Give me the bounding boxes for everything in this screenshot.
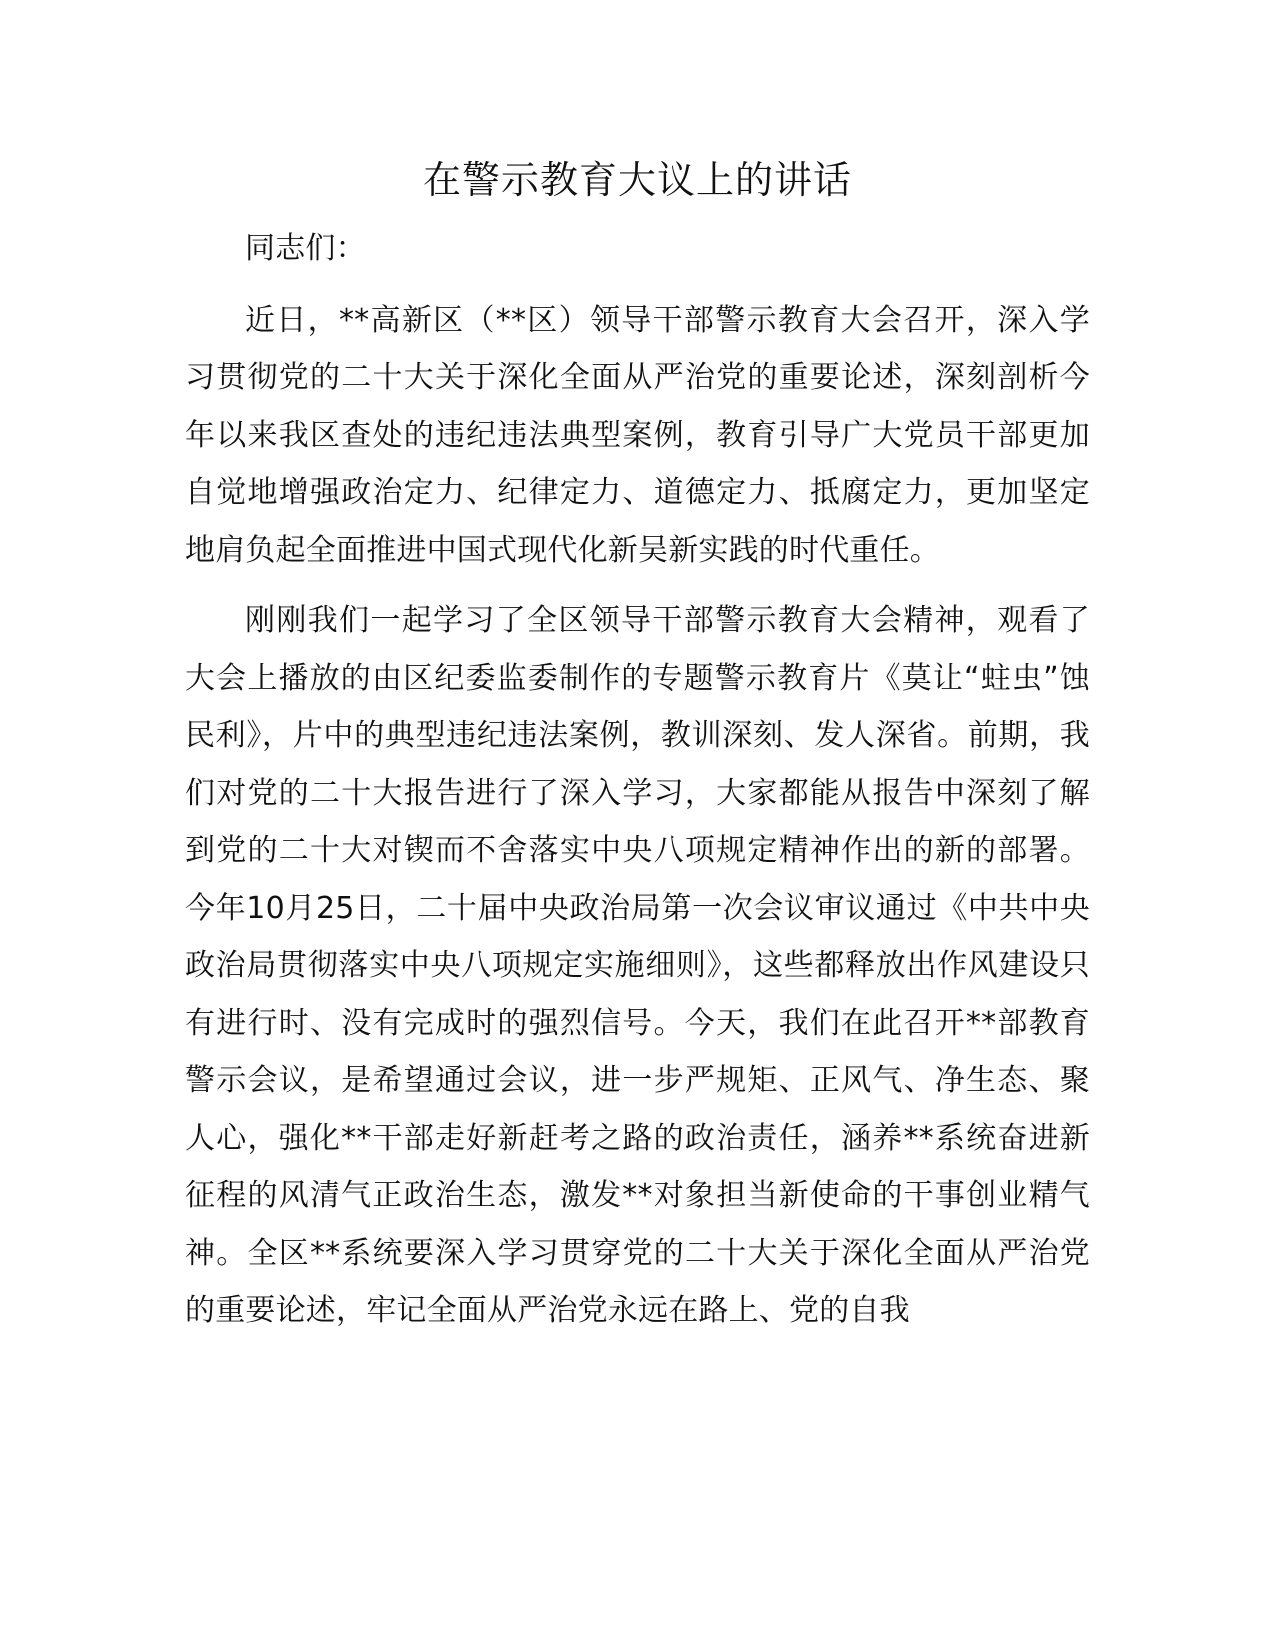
paragraph-1: 近日，**高新区（**区）领导干部警示教育大会召开，深入学习贯彻党的二十大关于深化全面从严治党的重要论述，深刻剖析今年以来我区查处的违纪违法典型案例，教育引导广大党员干部更加自觉地增强政治定力、纪律定力、道德定力、抵腐定力，更加坚定地肩负起全面推进中国式现代化新吴新实践的时代重任。: [185, 302, 1090, 568]
document-title: 在警示教育大议上的讲话: [422, 158, 852, 202]
document-body: [185, 220, 1090, 1340]
paragraph-2: 刚刚我们一起学习了全区领导干部警示教育大会精神，观看了大会上播放的由区纪委监委制作的专题警示教育片《莫让“蛀虫”蚀民利》，片中的典型违纪违法案例，教训深刻、发人深省。前期，我们对党的二十大报告进行了深入学习，大家都能从报告中深刻了解到党的二十大对锲而不舍落实中央八项规定精神作出的新的部署。今年10月25日，二十届中央政治局第一次会议审议通过《中共中央政治局贯彻落实中央八项规定实施细则》，这些都释放出作风建设只有进行时、没有完成时的强烈信号。今天，我们在此召开**部教育警示会议，是希望通过会议，进一步严规矩、正风气、净生态、聚人心，强化**干部走好新赶考之路的政治责任，涵养**系统奋进新征程的风清气正政治生态，激发**对象担当新使命的干事创业精气神。全区**系统要深入学习贯穿党的二十大关于深化全面从严治党的重要论述，牢记全面从严治党永远在路上、党的自我: [185, 603, 1090, 1328]
salutation: 同志们：: [245, 231, 366, 266]
